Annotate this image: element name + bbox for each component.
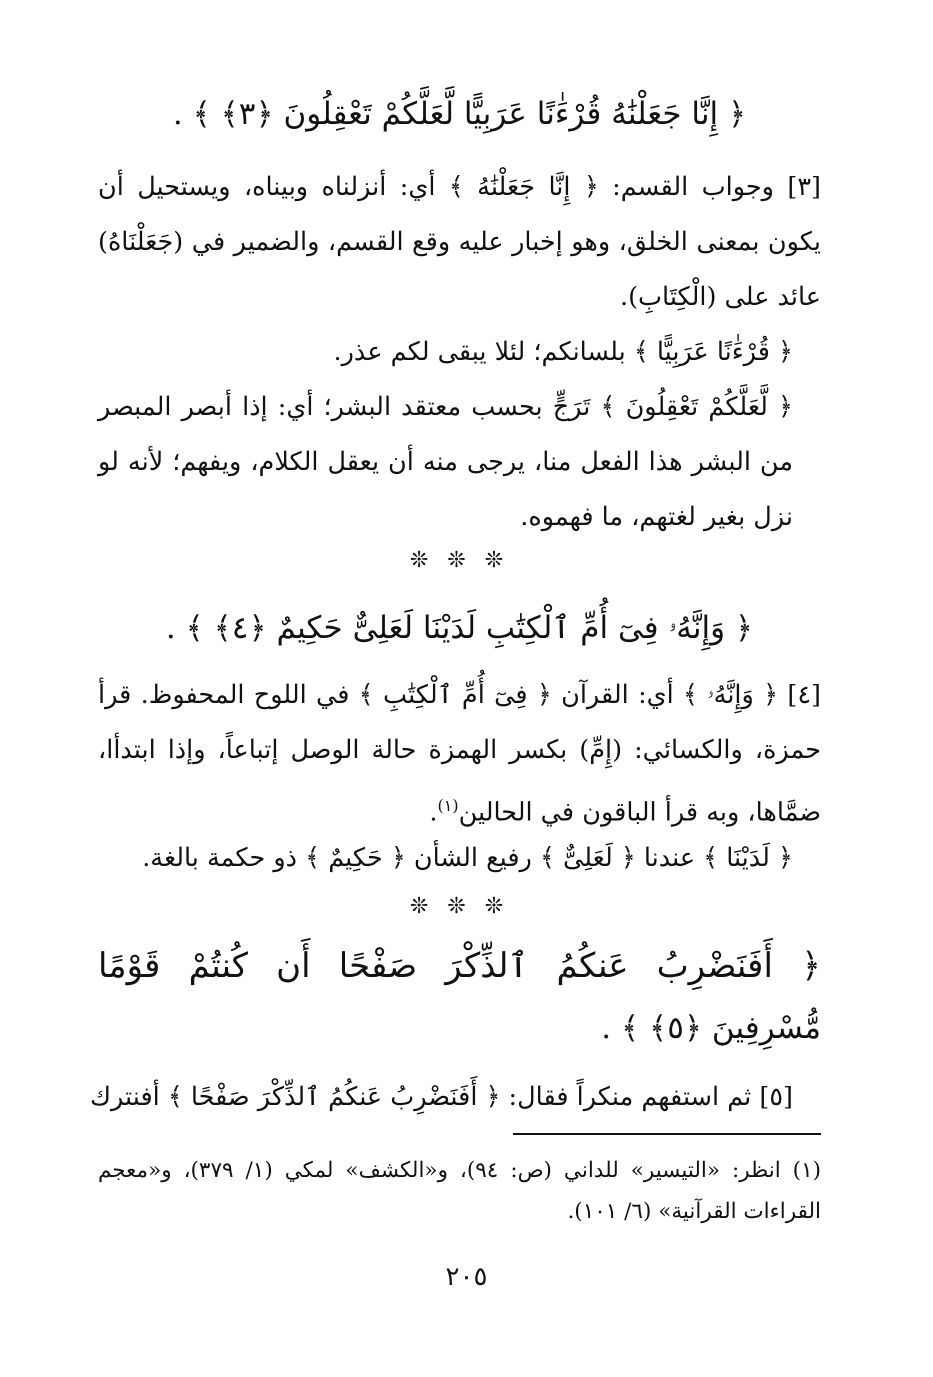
tafsir-3-paragraph-2: ﴿ قُرْءَٰنًا عَرَبِيًّا ﴾ بلسانكم؛ لئلا يبقى لكم عذر. [333,337,793,367]
footnote-divider [513,1133,821,1135]
verse-3: ﴿ إِنَّا جَعَلْنَٰهُ قُرْءَٰنًا عَرَبِيًّا لَّعَلَّكُمْ تَعْقِلُونَ ﴿٣﴾ ﴾ . [172,96,747,132]
tafsir-4-paragraph-2: ﴿ لَدَيْنَا ﴾ عندنا ﴿ لَعَلِىٌّ ﴾ رفيع الشأن ﴿ حَكِيمٌ ﴾ ذو حكمة بالغة. [142,843,793,873]
tafsir-4-text: [٤] ﴿ وَإِنَّهُۥ ﴾ أي: القرآن ﴿ فِىٓ أُمِّ ٱلْكِتَٰبِ ﴾ في اللوح المحفوظ. قرأ حمزة، والكسائي: (إِمِّ) بكسر الهمزة حالة الوصل إتباعاً، وإذا ابتدأا، ضمَّاها، وبه قرأ الباقون في الحالين [98,680,821,828]
footnote-1: (١) انظر: «التيسير» للداني (ص: ٩٤)، و«الكشف» لمكي (١/ ٣٧٩)، و«معجم القراءات القرآنية» (٦/ ١٠١). [98,1158,822,1224]
footnote-reference: (١) [437,796,459,815]
section-separator: ❊ ❊ ❊ [409,548,510,573]
page-number: ٢٠٥ [445,1262,488,1292]
tafsir-4-end: . [429,797,438,828]
verse-5-line-2: مُّسْرِفِينَ ﴿٥﴾ ﴾ . [601,1010,821,1046]
verse-5-line-1: ﴿ أَفَنَضْرِبُ عَنكُمُ ٱلذِّكْرَ صَفْحًا أَن كُنتُمْ قَوْمًا [98,946,821,986]
tafsir-3-paragraph-1: [٣] وجواب القسم: ﴿ إِنَّا جَعَلْنَٰهُ ﴾ أي: أنزلناه وبيناه، ويستحيل أن يكون بمعنى الخلق، وهو إخبار عليه وقع القسم، والضمير في (جَعَلْنَاهُ) عائد على (الْكِتَابِ). [98,172,821,312]
tafsir-4-paragraph-1 [98,668,821,841]
section-separator: ❊ ❊ ❊ [409,894,510,919]
tafsir-5-paragraph: [٥] ثم استفهم منكراً فقال: ﴿ أَفَنَضْرِبُ عَنكُمُ ٱلذِّكْرَ صَفْحًا ﴾ أفنترك [89,1082,793,1112]
tafsir-3-paragraph-3: ﴿ لَّعَلَّكُمْ تَعْقِلُونَ ﴾ تَرَجٍّ بحسب معتقد البشر؛ أي: إذا أبصر المبصر من البشر هذا الفعل منا، يرجى منه أن يعقل الكلام، ويفهم؛ لأنه لو نزل بغير لغتهم، ما فهموه. [98,392,793,532]
verse-4: ﴿ وَإِنَّهُۥ فِىٓ أُمِّ ٱلْكِتَٰبِ لَدَيْنَا لَعَلِىٌّ حَكِيمٌ ﴿٤﴾ ﴾ . [165,610,754,646]
